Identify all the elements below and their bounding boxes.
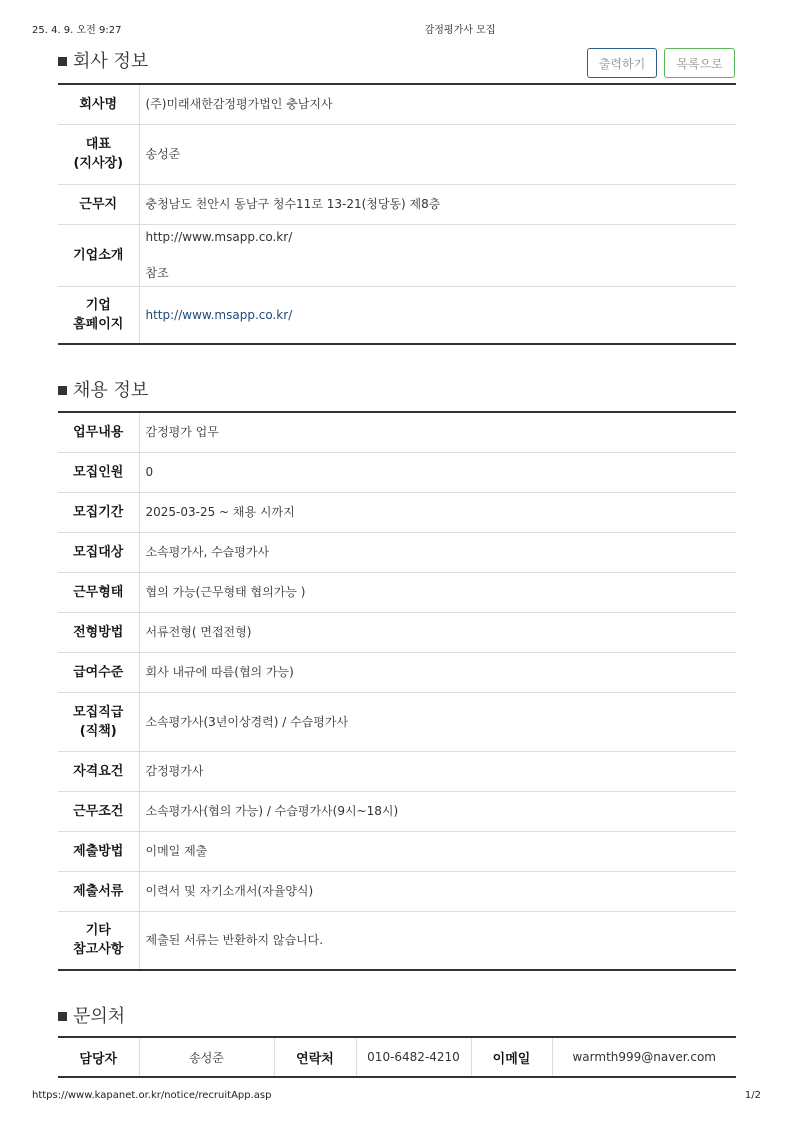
row-label: 근무형태 [58, 572, 139, 612]
print-button[interactable]: 출력하기 [587, 48, 657, 78]
table-row [58, 612, 736, 652]
table-row [58, 452, 736, 492]
email-label: 이메일 [471, 1037, 552, 1077]
row-label: 근무조건 [58, 791, 139, 831]
square-bullet-icon [58, 57, 67, 66]
action-buttons [587, 48, 735, 78]
contact-row [58, 1037, 736, 1077]
row-label: 자격요건 [58, 751, 139, 791]
print-datetime: 25. 4. 9. 오전 9:27 [32, 25, 122, 36]
square-bullet-icon [58, 1012, 67, 1021]
row-value [139, 286, 736, 344]
table-row [58, 572, 736, 612]
row-value: 회사 내규에 따름(협의 가능) [139, 652, 736, 692]
row-value: 감정평가 업무 [139, 412, 736, 452]
row-value: 충청남도 천안시 동남구 청수11로 13-21(청당동) 제8층 [139, 184, 736, 224]
contact-section-title [58, 1002, 125, 1028]
row-value: 2025-03-25 ~ 채용 시까지 [139, 492, 736, 532]
row-value: (주)미래새한감정평가법인 충남지사 [139, 84, 736, 124]
email-value[interactable]: warmth999@naver.com [572, 1050, 716, 1064]
row-value: 소속평가사, 수습평가사 [139, 532, 736, 572]
row-label: 회사명 [58, 84, 139, 124]
table-row [58, 652, 736, 692]
row-label: 제출서류 [58, 871, 139, 911]
table-row [58, 692, 736, 751]
row-label: 모집기간 [58, 492, 139, 532]
row-value: 송성준 [139, 124, 736, 184]
row-value: http://www.msapp.co.kr/ 참조 [139, 224, 736, 286]
recruit-section-title-text: 채용 정보 [73, 380, 149, 401]
print-footer [0, 1090, 793, 1104]
table-row [58, 184, 736, 224]
table-row [58, 124, 736, 184]
table-row [58, 532, 736, 572]
row-label: 모집직급 (직책) [58, 692, 139, 751]
row-label: 기타 참고사항 [58, 911, 139, 970]
table-row [58, 224, 736, 286]
row-value: 이력서 및 자기소개서(자율양식) [139, 871, 736, 911]
row-value: 서류전형( 면접전형) [139, 612, 736, 652]
row-label: 급여수준 [58, 652, 139, 692]
row-label: 근무지 [58, 184, 139, 224]
print-doc-title: 감정평가사 모집 [424, 25, 496, 36]
recruit-info-table [58, 411, 736, 971]
phone-value: 010-6482-4210 [356, 1037, 471, 1077]
table-row [58, 84, 736, 124]
print-footer-page: 1/2 [744, 1090, 761, 1101]
row-label: 기업 홈페이지 [58, 286, 139, 344]
company-section-title-text: 회사 정보 [73, 51, 149, 72]
row-label: 전형방법 [58, 612, 139, 652]
table-row [58, 831, 736, 871]
manager-value: 송성준 [139, 1037, 274, 1077]
table-row [58, 286, 736, 344]
table-row [58, 751, 736, 791]
list-button[interactable]: 목록으로 [664, 48, 735, 78]
row-label: 모집대상 [58, 532, 139, 572]
print-header [0, 21, 793, 35]
row-value: 제출된 서류는 반환하지 않습니다. [145, 933, 324, 948]
contact-table [58, 1036, 736, 1078]
company-section-title [58, 47, 148, 73]
row-label: 업무내용 [58, 412, 139, 452]
homepage-link[interactable]: http://www.msapp.co.kr/ [145, 307, 293, 322]
row-label: 기업소개 [58, 224, 139, 286]
table-row [58, 791, 736, 831]
row-value: 협의 가능(근무형태 협의가능 ) [139, 572, 736, 612]
row-value: 이메일 제출 [139, 831, 736, 871]
contact-section-title-text: 문의처 [73, 1006, 126, 1027]
row-value: 소속평가사(3년이상경력) / 수습평가사 [139, 692, 736, 751]
table-row [58, 412, 736, 452]
table-row [58, 911, 736, 970]
print-footer-url: https://www.kapanet.or.kr/notice/recruitApp.asp [32, 1090, 272, 1101]
row-value: 감정평가사 [139, 751, 736, 791]
company-info-table [58, 83, 736, 345]
row-label: 모집인원 [58, 452, 139, 492]
row-label: 제출방법 [58, 831, 139, 871]
table-row [58, 492, 736, 532]
row-value: 0 [139, 452, 736, 492]
manager-label: 담당자 [58, 1037, 139, 1077]
row-value: 소속평가사(협의 가능) / 수습평가사(9시~18시) [139, 791, 736, 831]
square-bullet-icon [58, 386, 67, 395]
phone-label: 연락처 [274, 1037, 356, 1077]
row-label: 대표 (지사장) [58, 124, 139, 184]
recruit-section-title [58, 376, 148, 402]
table-row [58, 871, 736, 911]
